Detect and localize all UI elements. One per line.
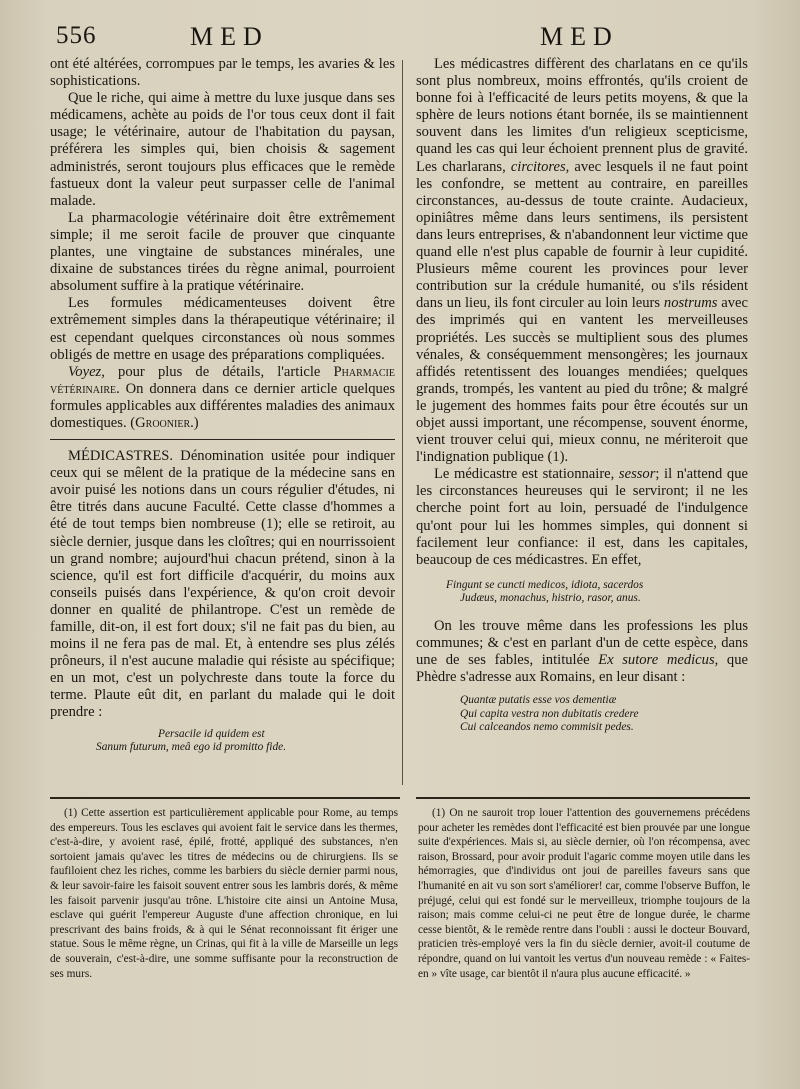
verse-line: Judæus, monachus, histrio, rasor, anus. [460,592,641,605]
footnote-text: (1) On ne sauroit trop louer l'attention des gouvernemens précédens pour acheter les remèdes dont l'efficacité est bien prouvée par une longue suite d'expériences. Mais si, au siècle dernier, où l'on récompensa, avec raison, Brossard, pour avoir produit l'agaric comme moyen utile dans les hémorragies, que d'individus ont joui de pareilles faveurs sans que l'humanité en ait vu son sort s'améliorer! car, comme l'observe Buffon, le préjugé, celui qui est fondé sur le merveilleux, triomphe toujours de la raison; mais comme celui-ci ne peut être de longue durée, le charme cesse bientôt, & le remède rentre dans l'oubli : aussi le docteur Bouvard, praticien très-employé vers la fin du siècle dernier, avoit-il coutume de répondre, quand on lui vantoit les vertus d'un nouveau remède : « Faites-en » vîte usage, car bientôt il n'aura plus aucune efficacité. » [418,807,750,980]
paragraph: Les médicastres diffèrent des charlatans en ce qu'ils sont plus nombreux, moins effrontés, qu'ils croient de bonne foi à l'efficacité de leurs petits moyens, & que la sphère de leurs notions étant bornée, ils se maintiennent souvent dans les limites d'un religieux scepticisme, quand les cas qui leur échoient prennent plus de gravité. Les charlarans, circitores, avec lesquels il ne faut point les confondre, se mettent au contraire, en pareilles circonstances, au-dessus de toute crainte. Audacieux, opiniâtres même dans leurs sentimens, ils persistent dans leurs entreprises, & n'abandonnent leur victime que quand elle n'est plus capable de fournir à leur cupidité. Plusieurs même courent les provinces pour lever contribution sur la crédule humanité, ou s'ils résident dans un lieu, ils font circuler au loin leurs nostrums avec des imprimés qui en vantent les merveilleuses propriétés. Les succès se multiplient sous des plumes vénales, & conséquemment mensongères; les journaux affidés retentissent des louanges mendiées; quelques grands, trompés, les vantent au pied du trône; & malgré le jugement des hommes faits pour être écoutés sur un objet aussi important, une récompense, souvent énorme, vient trouver celui qui, mieux connu, ne mériteroit que l'indignation publique (1). [416,56,749,466]
page-number: 556 [56,22,97,49]
footnote-rule-right [416,797,750,799]
author-signature: Groonier [135,414,191,431]
verse-quotation [416,579,748,606]
paragraph: Que le riche, qui aime à mettre du luxe jusque dans ses médicamens, achète au poids de l'or tous ceux dont il fait usage; le vétérinaire, autour de l'habitation du paysan, préférera les simples qui, bien choisis & sagement administrés, seront toujours plus efficaces que le remède fastueux dont la valeur peut surpasser celle de l'animal malade. [50,90,395,209]
paragraph: ont été altérées, corrompues par le temps, les avaries & les sophistications. [50,56,395,90]
entry-headword: MÉDICASTRES. [68,448,174,465]
footnote-right [418,806,750,981]
voyez-italic: Voyez [68,363,102,380]
footnote-rule-left [50,797,400,799]
footnote-left [50,806,398,981]
verse-quotation [50,728,395,755]
verse-line: Fingunt se cuncti medicos, idiota, sacerdos [446,578,644,591]
entry-divider [50,439,395,440]
verse-quotation [416,694,748,735]
verse-line: Sanum futurum, meâ ego id promitto fide. [96,741,287,754]
running-head-left: MED [190,22,269,51]
paragraph: Les formules médicamenteuses doivent être extrêmement simples dans la thérapeutique vétérinaire; il est cependant quelques circonstances où nous sommes obligés de mettre en usage des préparations compliquées. [50,295,395,363]
cross-reference-paragraph: Voyez, pour plus de détails, l'article Pharmacie vétérinaire. On donnera dans ce dernier article quelques formules applicables aux différentes maladies des animaux domestiques. (Groonier.) [50,363,395,431]
entry-paragraph: MÉDICASTRES. Dénomination usitée pour indiquer ceux qui se mêlent de la pratique de la médecine sans en avoir puisé les notions dans un cours régulier d'études, ni être titrés dans aucune Faculté. Cette classe d'hommes a été de tout temps bien nombreuse (1); elle se retiroit, au siècle dernier, jusque dans les cloîtres; qui en nourrissoient un grand nombre; aujourd'hui chacun prétend, sinon à la science, qu'il est fort difficile d'acquérir, du moins aux conseils puisés dans l'expérience, & qu'on croit devoir donner en qualité de philantrope. C'est un remède de famille, dit-on, il est fort doux; s'il ne fait pas du bien, au moins il ne fera pas de mal. Et, à entendre ses plus zélés prôneurs, il n'est aucune maladie qui résiste au spécifique; en un mot, c'est un polychreste dans toute la force du terme. Plaute eût dit, en parlant du malade qui le doit prendre : [50,448,395,721]
column-divider [402,60,403,785]
article-reference: Pharmacie vétérinaire [50,363,395,397]
running-head-right: MED [540,22,619,51]
verse-line: Persacile id quidem est [158,727,265,740]
paragraph: On les trouve même dans les professions les plus communes; & c'est en parlant d'un de cette espèce, dans une de ses fables, intitulée Ex sutore medicus, que Phèdre s'adresse aux Romains, en leur disant : [416,617,748,686]
right-column [416,56,748,741]
left-column [50,56,395,761]
verse-line: Cui calceandos nemo commisit pedes. [460,721,634,734]
verse-line: Quantæ putatis esse vos dementiæ [460,694,617,707]
paragraph: La pharmacologie vétérinaire doit être extrêmement simple; il me seroit facile de prouver que cinquante plantes, une vingtaine de substances minérales, une dixaine de substances tirées du règne animal, pourroient absolument suffire à la pratique vétérinaire. [50,209,395,295]
page-header [0,22,800,56]
verse-line: Qui capita vestra non dubitatis credere [460,707,639,720]
paragraph: Le médicastre est stationnaire, sessor; il n'attend que les circonstances heureuses qui le serviront; il ne les cherche point fort au loin, persuadé de l'indulgence qu'ont pour lui les hommes simples, qui donnent si facilement leur confiance: il est, dans les capitales, beaucoup de ces médicastres. En effet, [416,466,748,568]
footnote-text: (1) Cette assertion est particulièrement applicable pour Rome, au temps des empereurs. Tous les esclaves qui avoient fait le service dans les thermes, c'est-à-dire, y avoient rasé, épilé, frotté, appliqué des substances, n'en sortoient jamais qu'avec les titres de médecins ou de chirurgiens. Ils se faufiloient chez les riches, comme les barbiers du siècle dernier parmi nous, & leur savoir-faire les faisoit souvent entrer sous les lambris dorés, & même les faisoit parvenir jusqu'au trône. L'histoire cite ainsi un Antoine Musa, esclave qui guérit l'empereur Auguste d'une affection chronique, en lui prescrivant des bains froids, & à qui le Sénat reconnoissant fit ériger une statue. Sous le même règne, un Crinas, qui fit à la ville de Marseille un legs de souverain, c'est-à-dire, une somme suffisante pour la reconstruction de ses murs. [50,807,398,980]
